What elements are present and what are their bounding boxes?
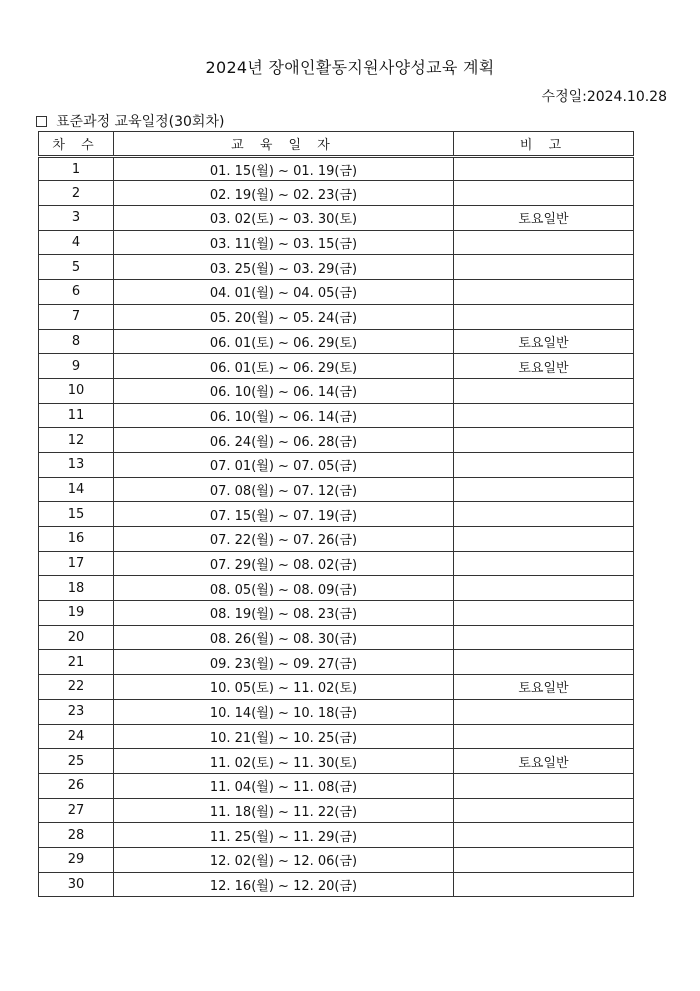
table-row	[39, 206, 634, 231]
table-row	[39, 551, 634, 576]
session-note: 토요일반	[454, 354, 634, 379]
table-row	[39, 749, 634, 774]
session-note	[454, 452, 634, 477]
session-number: 24	[39, 724, 114, 749]
session-note	[454, 699, 634, 724]
schedule-table	[38, 131, 634, 897]
session-number: 1	[39, 156, 114, 181]
table-row	[39, 403, 634, 428]
table-row	[39, 773, 634, 798]
session-number: 29	[39, 847, 114, 872]
session-number: 20	[39, 625, 114, 650]
session-date: 06. 24(월) ~ 06. 28(금)	[114, 428, 454, 453]
session-note	[454, 625, 634, 650]
section-heading	[36, 111, 224, 131]
session-note	[454, 872, 634, 897]
session-date: 07. 29(월) ~ 08. 02(금)	[114, 551, 454, 576]
session-note: 토요일반	[454, 206, 634, 231]
table-row	[39, 823, 634, 848]
session-note	[454, 551, 634, 576]
session-note: 토요일반	[454, 675, 634, 700]
session-note	[454, 280, 634, 305]
section-label: 표준과정 교육일정(30회차)	[56, 114, 225, 130]
revision-date: 수정일:2024.10.28	[541, 89, 667, 105]
session-note: 토요일반	[454, 329, 634, 354]
table-row	[39, 354, 634, 379]
session-date: 05. 20(월) ~ 05. 24(금)	[114, 304, 454, 329]
session-date: 07. 22(월) ~ 07. 26(금)	[114, 527, 454, 552]
session-number: 10	[39, 378, 114, 403]
table-row	[39, 181, 634, 206]
session-date: 06. 10(월) ~ 06. 14(금)	[114, 403, 454, 428]
session-note	[454, 304, 634, 329]
session-number: 11	[39, 403, 114, 428]
session-note	[454, 527, 634, 552]
header-note: 비 고	[454, 132, 634, 157]
session-note	[454, 477, 634, 502]
session-number: 30	[39, 872, 114, 897]
session-date: 08. 05(월) ~ 08. 09(금)	[114, 576, 454, 601]
session-note	[454, 181, 634, 206]
session-number: 17	[39, 551, 114, 576]
table-row	[39, 304, 634, 329]
table-header-row	[39, 132, 634, 157]
session-date: 09. 23(월) ~ 09. 27(금)	[114, 650, 454, 675]
session-number: 26	[39, 773, 114, 798]
session-date: 01. 15(월) ~ 01. 19(금)	[114, 156, 454, 181]
session-note	[454, 403, 634, 428]
session-note	[454, 255, 634, 280]
session-date: 11. 18(월) ~ 11. 22(금)	[114, 798, 454, 823]
session-note	[454, 650, 634, 675]
session-date: 06. 10(월) ~ 06. 14(금)	[114, 378, 454, 403]
session-number: 15	[39, 502, 114, 527]
session-number: 7	[39, 304, 114, 329]
session-number: 9	[39, 354, 114, 379]
table-row	[39, 452, 634, 477]
table-row	[39, 650, 634, 675]
session-number: 2	[39, 181, 114, 206]
session-note	[454, 576, 634, 601]
session-date: 03. 25(월) ~ 03. 29(금)	[114, 255, 454, 280]
page-title: 2024년 장애인활동지원사양성교육 계획	[205, 58, 495, 77]
session-date: 11. 02(토) ~ 11. 30(토)	[114, 749, 454, 774]
session-number: 12	[39, 428, 114, 453]
table-row	[39, 625, 634, 650]
session-number: 3	[39, 206, 114, 231]
table-row	[39, 601, 634, 626]
session-date: 10. 14(월) ~ 10. 18(금)	[114, 699, 454, 724]
session-date: 12. 02(월) ~ 12. 06(금)	[114, 847, 454, 872]
session-date: 06. 01(토) ~ 06. 29(토)	[114, 354, 454, 379]
session-date: 07. 01(월) ~ 07. 05(금)	[114, 452, 454, 477]
session-number: 8	[39, 329, 114, 354]
session-number: 6	[39, 280, 114, 305]
table-row	[39, 230, 634, 255]
header-date: 교 육 일 자	[114, 132, 454, 157]
table-row	[39, 527, 634, 552]
session-note	[454, 601, 634, 626]
session-date: 03. 02(토) ~ 03. 30(토)	[114, 206, 454, 231]
session-date: 03. 11(월) ~ 03. 15(금)	[114, 230, 454, 255]
session-date: 12. 16(월) ~ 12. 20(금)	[114, 872, 454, 897]
session-number: 16	[39, 527, 114, 552]
table-row	[39, 477, 634, 502]
session-date: 10. 05(토) ~ 11. 02(토)	[114, 675, 454, 700]
session-number: 4	[39, 230, 114, 255]
table-row	[39, 280, 634, 305]
session-date: 08. 26(월) ~ 08. 30(금)	[114, 625, 454, 650]
session-date: 10. 21(월) ~ 10. 25(금)	[114, 724, 454, 749]
session-note	[454, 847, 634, 872]
session-note	[454, 428, 634, 453]
header-session: 차 수	[39, 132, 114, 157]
session-date: 06. 01(토) ~ 06. 29(토)	[114, 329, 454, 354]
session-number: 25	[39, 749, 114, 774]
session-number: 18	[39, 576, 114, 601]
checkbox-icon	[36, 116, 47, 127]
session-note	[454, 724, 634, 749]
table-row	[39, 724, 634, 749]
session-note	[454, 798, 634, 823]
session-number: 19	[39, 601, 114, 626]
table-row	[39, 255, 634, 280]
session-number: 27	[39, 798, 114, 823]
session-note	[454, 230, 634, 255]
session-date: 11. 25(월) ~ 11. 29(금)	[114, 823, 454, 848]
session-date: 04. 01(월) ~ 04. 05(금)	[114, 280, 454, 305]
session-note	[454, 156, 634, 181]
table-row	[39, 156, 634, 181]
session-note	[454, 378, 634, 403]
session-number: 22	[39, 675, 114, 700]
session-number: 5	[39, 255, 114, 280]
session-date: 02. 19(월) ~ 02. 23(금)	[114, 181, 454, 206]
session-date: 08. 19(월) ~ 08. 23(금)	[114, 601, 454, 626]
table-row	[39, 872, 634, 897]
table-row	[39, 576, 634, 601]
session-number: 28	[39, 823, 114, 848]
table-row	[39, 329, 634, 354]
table-row	[39, 378, 634, 403]
table-row	[39, 675, 634, 700]
session-number: 13	[39, 452, 114, 477]
session-date: 07. 15(월) ~ 07. 19(금)	[114, 502, 454, 527]
session-note	[454, 823, 634, 848]
table-row	[39, 428, 634, 453]
session-date: 07. 08(월) ~ 07. 12(금)	[114, 477, 454, 502]
table-row	[39, 798, 634, 823]
table-row	[39, 847, 634, 872]
table-row	[39, 699, 634, 724]
session-note: 토요일반	[454, 749, 634, 774]
session-note	[454, 502, 634, 527]
table-row	[39, 502, 634, 527]
session-number: 21	[39, 650, 114, 675]
session-number: 23	[39, 699, 114, 724]
session-date: 11. 04(월) ~ 11. 08(금)	[114, 773, 454, 798]
session-number: 14	[39, 477, 114, 502]
session-note	[454, 773, 634, 798]
